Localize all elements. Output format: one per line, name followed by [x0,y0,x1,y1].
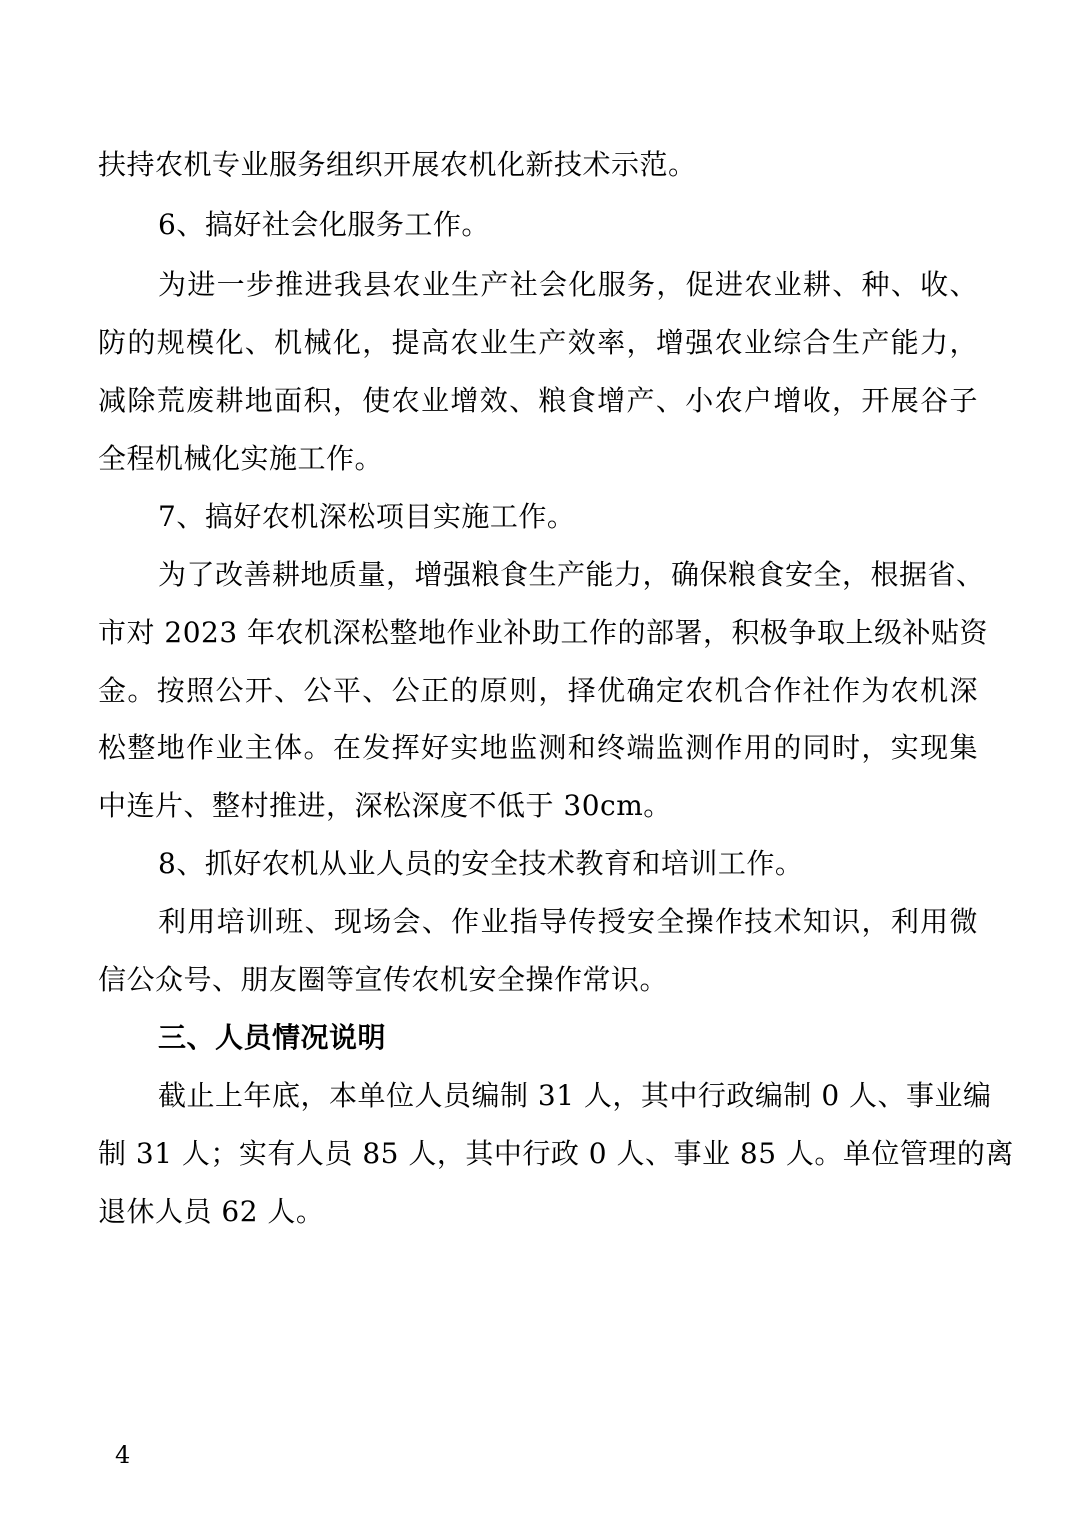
page-number: 4 [115,1441,131,1469]
text-line: 市对 2023 年农机深松整地作业补助工作的部署，积极争取上级补贴资 [98,616,989,649]
text-line: 信公众号、朋友圈等宣传农机安全操作常识。 [98,963,669,996]
text-line: 金。按照公开、公平、公正的原则，择优确定农机合作社作为农机深 [98,674,978,707]
section-item-6: 6、搞好社会化服务工作。 [158,208,490,241]
section-item-7: 7、搞好农机深松项目实施工作。 [158,500,576,533]
text-line: 截止上年底，本单位人员编制 31 人，其中行政编制 0 人、事业编 [158,1079,992,1112]
section-heading: 三、人员情况说明 [158,1021,387,1054]
text-line: 扶持农机专业服务组织开展农机化新技术示范。 [98,148,697,181]
text-line: 中连片、整村推进，深松深度不低于 30cm。 [98,789,672,822]
section-item-8: 8、抓好农机从业人员的安全技术教育和培训工作。 [158,847,804,880]
text-line: 为进一步推进我县农业生产社会化服务，促进农业耕、种、收、 [158,268,978,301]
text-line: 减除荒废耕地面积，使农业增效、粮食增产、小农户增收，开展谷子 [98,384,978,417]
text-line: 全程机械化实施工作。 [98,442,384,475]
text-line: 利用培训班、现场会、作业指导传授安全操作技术知识，利用微 [158,905,978,938]
text-line: 松整地作业主体。在发挥好实地监测和终端监测作用的同时，实现集 [98,731,978,764]
text-line: 制 31 人；实有人员 85 人，其中行政 0 人、事业 85 人。单位管理的离 [98,1137,1014,1170]
text-line: 防的规模化、机械化，提高农业生产效率，增强农业综合生产能力， [98,326,978,359]
text-line: 为了改善耕地质量，增强粮食生产能力，确保粮食安全，根据省、 [158,558,985,591]
text-line: 退休人员 62 人。 [98,1195,325,1228]
